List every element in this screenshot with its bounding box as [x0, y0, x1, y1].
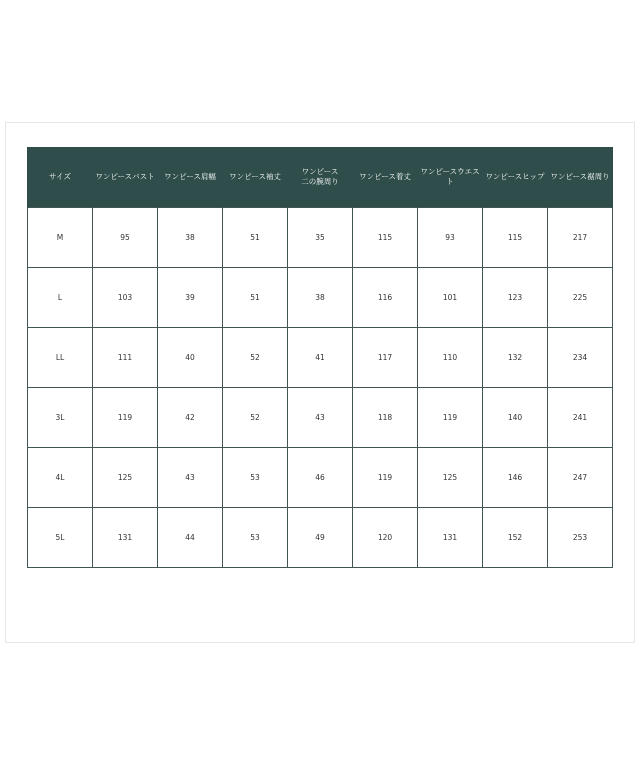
table-cell: 116	[353, 268, 418, 328]
table-row	[28, 508, 613, 568]
table-cell: LL	[28, 328, 93, 388]
table-cell: 119	[93, 388, 158, 448]
table-cell: 253	[548, 508, 613, 568]
table-cell: 111	[93, 328, 158, 388]
table-cell: 115	[353, 208, 418, 268]
header-upper-arm: ワンピース 二の腕周り	[288, 147, 353, 208]
table-cell: 51	[223, 208, 288, 268]
table-cell: 146	[483, 448, 548, 508]
header-hem: ワンピース裾周り	[548, 147, 613, 208]
table-cell: 42	[158, 388, 223, 448]
table-cell: 52	[223, 388, 288, 448]
table-cell: 51	[223, 268, 288, 328]
table-cell: 119	[418, 388, 483, 448]
table-cell: L	[28, 268, 93, 328]
table-cell: 217	[548, 208, 613, 268]
table-cell: 241	[548, 388, 613, 448]
table-cell: 120	[353, 508, 418, 568]
table-cell: 53	[223, 448, 288, 508]
table-row	[28, 268, 613, 328]
table-cell: 95	[93, 208, 158, 268]
table-cell: 43	[288, 388, 353, 448]
table-header-row	[28, 147, 613, 208]
size-table	[27, 147, 613, 568]
header-hip: ワンピースヒップ	[483, 147, 548, 208]
table-cell: M	[28, 208, 93, 268]
table-row	[28, 448, 613, 508]
table-cell: 115	[483, 208, 548, 268]
table-cell: 46	[288, 448, 353, 508]
table-cell: 4L	[28, 448, 93, 508]
table-cell: 35	[288, 208, 353, 268]
table-cell: 41	[288, 328, 353, 388]
table-cell: 3L	[28, 388, 93, 448]
table-cell: 118	[353, 388, 418, 448]
table-cell: 119	[353, 448, 418, 508]
table-cell: 117	[353, 328, 418, 388]
table-row	[28, 208, 613, 268]
table-cell: 140	[483, 388, 548, 448]
header-length: ワンピース着丈	[353, 147, 418, 208]
table-cell: 152	[483, 508, 548, 568]
table-row	[28, 328, 613, 388]
table-cell: 44	[158, 508, 223, 568]
table-cell: 234	[548, 328, 613, 388]
table-cell: 39	[158, 268, 223, 328]
table-cell: 131	[93, 508, 158, 568]
table-cell: 49	[288, 508, 353, 568]
table-cell: 132	[483, 328, 548, 388]
header-shoulder-width: ワンピース肩幅	[158, 147, 223, 208]
table-cell: 40	[158, 328, 223, 388]
table-cell: 93	[418, 208, 483, 268]
table-cell: 125	[418, 448, 483, 508]
table-cell: 101	[418, 268, 483, 328]
table-cell: 53	[223, 508, 288, 568]
table-cell: 125	[93, 448, 158, 508]
table-cell: 5L	[28, 508, 93, 568]
table-cell: 38	[158, 208, 223, 268]
table-cell: 247	[548, 448, 613, 508]
table-cell: 43	[158, 448, 223, 508]
table-cell: 38	[288, 268, 353, 328]
table-cell: 110	[418, 328, 483, 388]
table-cell: 123	[483, 268, 548, 328]
table-cell: 131	[418, 508, 483, 568]
table-row	[28, 388, 613, 448]
header-sleeve-length: ワンピース袖丈	[223, 147, 288, 208]
table-cell: 103	[93, 268, 158, 328]
header-bust: ワンピースバスト	[93, 147, 158, 208]
header-waist: ワンピースウエスト	[418, 147, 483, 208]
table-cell: 52	[223, 328, 288, 388]
table-cell: 225	[548, 268, 613, 328]
header-size: サイズ	[28, 147, 93, 208]
